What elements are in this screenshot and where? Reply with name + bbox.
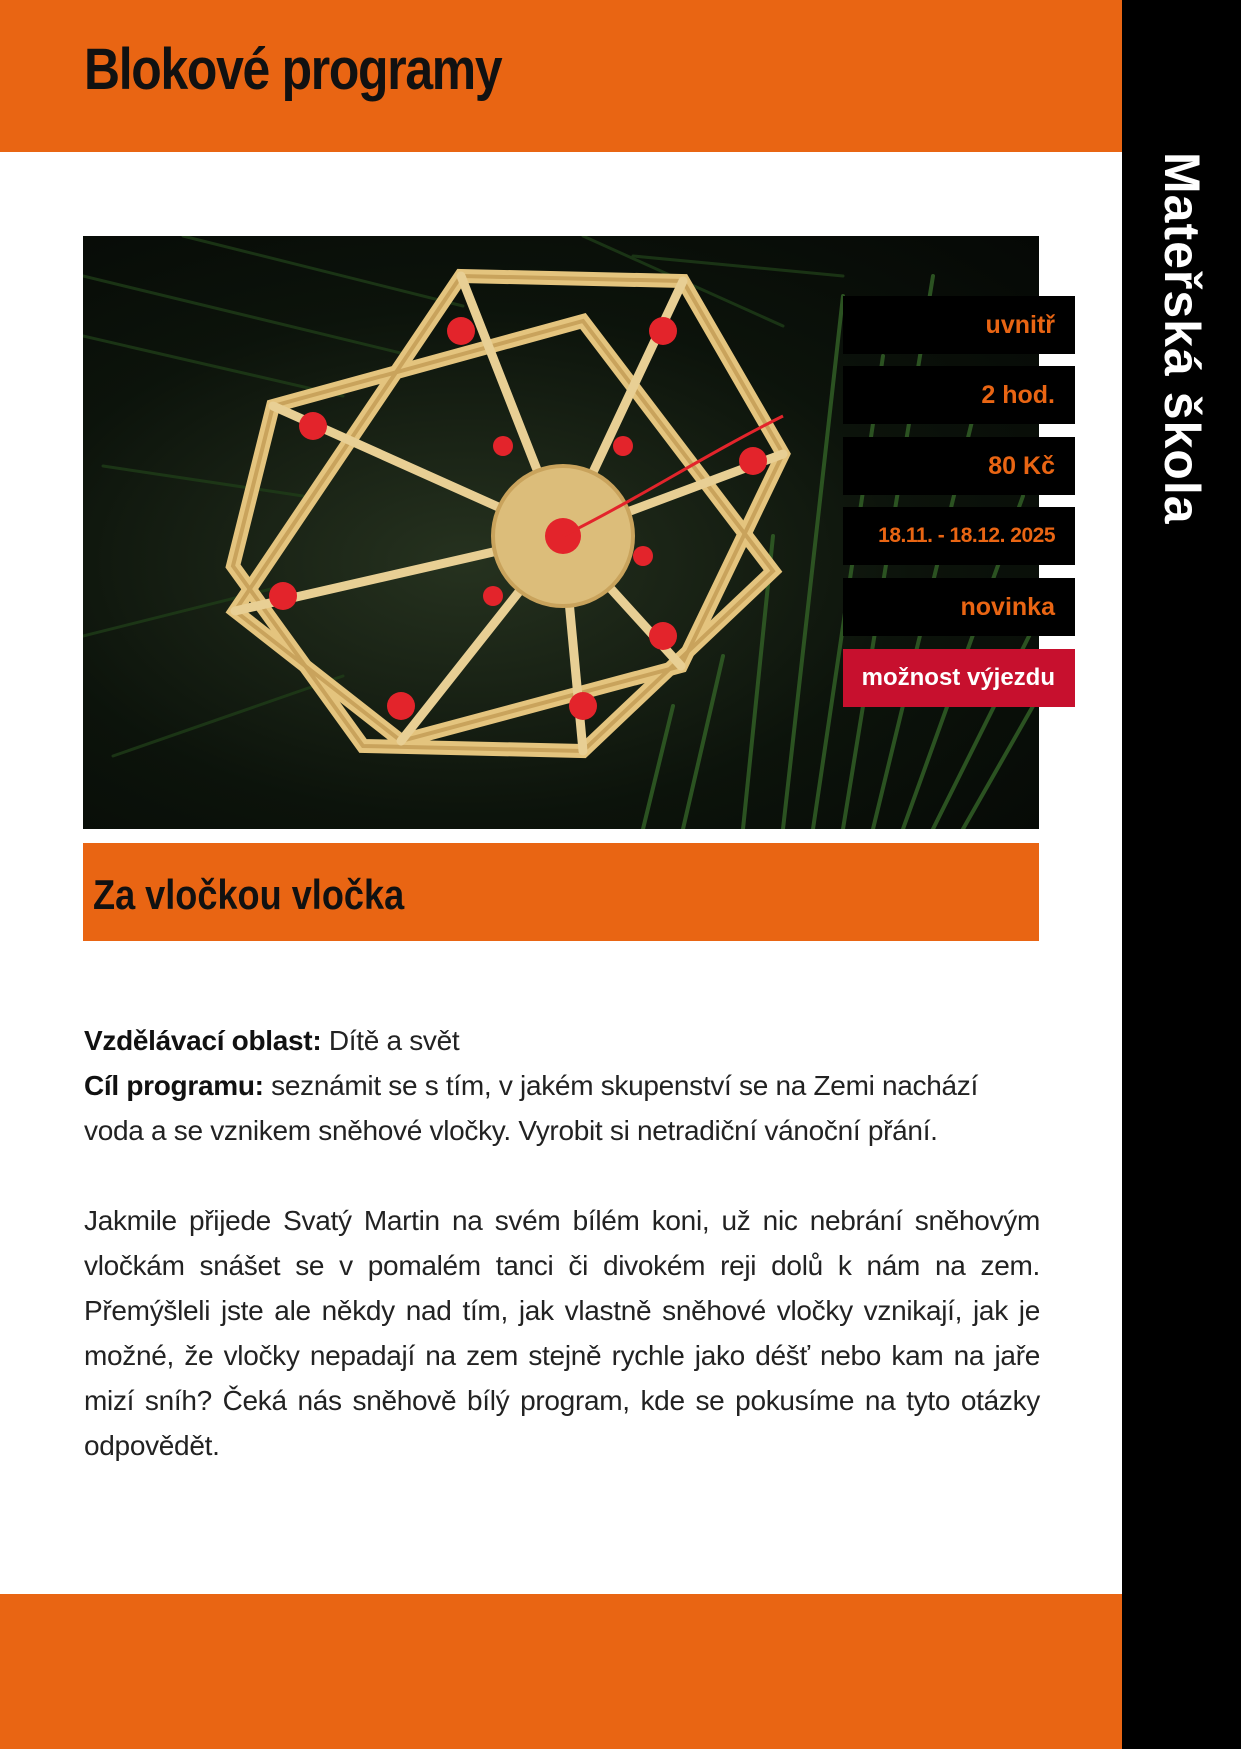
goal-line (84, 1063, 1040, 1153)
tag-dates: 18.11. - 18.12. 2025 (843, 507, 1075, 565)
area-value: Dítě a svět (321, 1025, 460, 1056)
area-label: Vzdělávací oblast: (84, 1025, 322, 1056)
program-description (84, 1018, 1040, 1468)
description-paragraph: Jakmile přijede Svatý Martin na svém bílém koni, už nic nebrání sněhovým vločkám snášet se v pomalém tanci či divokém reji dolů k nám na zem. Přemýšleli jste ale někdy nad tím, jak vlastně sněhové vločky vznikají, jak je možné, že vločky nepadají na zem stejně rychle jako déšť nebo kam na jaře mizí sníh? Čeká nás sněhově bílý program, kde se pokusíme na tyto otázky odpovědět. (84, 1205, 1040, 1461)
tag-duration: 2 hod. (843, 366, 1075, 424)
page-title: Blokové programy (84, 37, 502, 102)
sidebar-label: Mateřská škola (1154, 152, 1210, 525)
tag-price: 80 Kč (843, 437, 1075, 495)
footer-band (0, 1594, 1122, 1749)
goal-label: Cíl programu: (84, 1070, 264, 1101)
tag-outreach: možnost výjezdu (843, 649, 1075, 707)
area-line (84, 1018, 1040, 1063)
goal-value: seznámit se s tím, v jakém skupenství se na Zemi nachází voda a se vznikem sněhové vločky. Vyrobit si netradiční vánoční přání. (84, 1070, 978, 1146)
program-title-band (83, 843, 1039, 941)
tag-new: novinka (843, 578, 1075, 636)
header-band (0, 0, 1122, 152)
tag-location: uvnitř (843, 296, 1075, 354)
program-title: Za vločkou vločka (93, 871, 405, 918)
